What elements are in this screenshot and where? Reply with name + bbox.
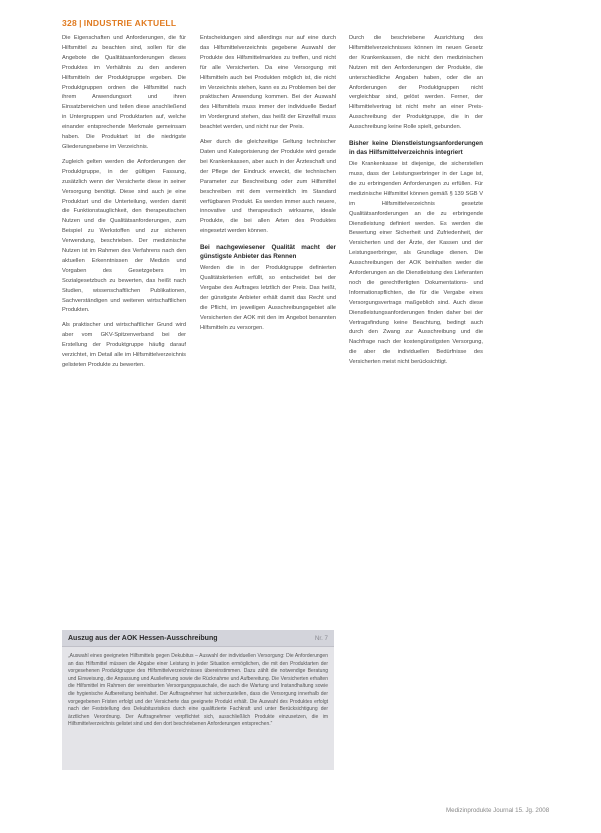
page-number: 328: [62, 18, 78, 28]
column-3: [349, 34, 483, 373]
excerpt-box-tag: Nr. 7: [314, 634, 328, 642]
paragraph: Aber durch die gleichzeitige Geltung technischer Daten und Kategorisierung der Produkte wird gerade bei Krankenkassen, aber auch in der Ärzteschaft und der Pflege der Eindruck erweckt, die technischen Parameter zur Beschreibung oder zum Hilfsmittel beschreiben mit dem vermeintlich im Standard verfügbaren Produkt. Es werden immer auch neuere, innovative und therapeutisch wirksame, ideale Produkte, die bei allen Arten des Produktes eingesetzt werden können.: [200, 139, 336, 235]
excerpt-box: [62, 630, 334, 770]
subheading: Bisher keine Dienstleistungsanforderungen in das Hilfsmittelverzeichnis integriert: [349, 140, 483, 157]
paragraph: Die Eigenschaften und Anforderungen, die für Hilfsmittel zu beachten sind, sollen für die Angebote die Qualitätsanforderungen dieses Produktes im Verhältnis zu den anderen Hilfsmitteln der Produktgruppe ergeben. Die Produktgruppen ordnen die Hilfsmittel nach ihrem Anwendungsort und ihren Einsatzbereichen und teilen diese anschließend in Untergruppen und Produktarten auf, welche einander entsprechende Merkmale gemeinsam haben. Die Produktart ist die niedrigste Gliederungsebene im Verzeichnis.: [62, 35, 186, 150]
excerpt-box-header: [62, 630, 334, 647]
column-1: [62, 34, 186, 376]
page-footer: Medizinprodukte Journal 15. Jg. 2008: [446, 807, 550, 814]
paragraph: Als praktischer und wirtschaftlicher Grund wird aber vom GKV-Spitzenverband bei der Erstellung der Produktgruppe häufig darauf verzichtet, im Detail alle im Hilfsmittelverzeichnis gelisteten Produkte zu bewerten.: [62, 322, 186, 368]
paragraph: Entscheidungen sind allerdings nur auf eine durch das Hilfsmittelverzeichnis gegebene Auswahl der Produkte des Hilfsmittelmarktes zu treffen, und nicht für alle Versicherten. Da eine Versorgung mit Hilfsmitteln auch bei Produkten möglich ist, die nicht im Verzeichnis stehen, kann es zu Problemen bei der praktischen Anwendung kommen. Bei der Auswahl des Hilfsmittels muss immer der individuelle Bedarf im Vordergrund stehen, das heißt der Einzelfall muss beachtet werden, und nicht nur der Preis.: [200, 35, 336, 131]
section-title: INDUSTRIE AKTUELL: [83, 18, 177, 28]
column-2: [200, 34, 336, 338]
paragraph: Zugleich gelten werden die Anforderungen der Produktgruppe, in der gültigen Fassung, zusätzlich wenn der Versicherte diese in seiner Versorgung benötigt. Diese sind auch je eine Produktart und die Unterteilung, werden damit die Funktionstauglichkeit, den therapeutischen Nutzen und die Qualitätsanforderungen, zum Beispiel zu Werkstoffen und zur sicheren Verwendung, beschrieben. Der medizinische Nutzen ist im Rahmen des Verfahrens nach den aktuellen Erkenntnissen der Medizin und Vorgaben des Gesetzgebers im Sozialgesetzbuch zu bewerten, das heißt nach Studien, wissenschaftlichen Publikationen, Sachverständigen und weiteren wirtschaftlichen Produkten.: [62, 158, 186, 314]
page-header: [62, 18, 176, 28]
paragraph: Werden die in der Produktgruppe definierten Qualitätskriterien erfüllt, so entscheidet bei der Vergabe des Auftrages letztlich der Preis. Das heißt, der günstigste Anbieter erhält damit das Recht und die Pflicht, im jeweiligen Ausschreibungsgebiet alle Versicherten der AOK mit den im Angebot benannten Hilfsmitteln zu versorgen.: [200, 265, 336, 331]
paragraph: Durch die beschriebene Ausrichtung des Hilfsmittelverzeichnisses können im neuen Gesetz der Krankenkassen, die nicht den medizinischen Nutzen mit den Anforderungen der Produkte, die unterschiedliche Angaben haben, oder die an Anforderungen der Produktgruppen nicht vergleichbar sind, gelöst werden. Ferner, der Hilfsmittelvertrag ist nicht mehr an einer Preis-Ausschreibung der Produktgruppe, die in der Ausschreibung keine Rolle spielt, gebunden.: [349, 35, 483, 131]
header-separator: |: [79, 18, 82, 28]
excerpt-box-title: Auszug aus der AOK Hessen-Ausschreibung: [68, 634, 218, 642]
paragraph: Die Krankenkasse ist diejenige, die sicherstellen muss, dass der Leistungserbringer in der Lage ist, die zu erbringenden Anforderungen zu erfüllen. Für medizinische Hilfsmittel können gemäß § 139 SGB V im Hilfsmittelverzeichnis gesetzte Qualitätsanforderungen an die zu erbringende Dienstleistung definiert werden. Es werden die Bewertung einer Sicherheit und Zufriedenheit, der Versicherten und der Ärzte, der Kassen und der Leistungserbringer, als Grundlage dienen. Die Ausschreibungen der AOK beinhalten weder die Anforderungen an die Dienstleistung des Lieferanten noch die gerechtfertigten Dokumentations- und Informationspflichten, die für die Vergabe eines Versorgungsvertrags maßgeblich sind. Auch diese Dienstleistungsanforderungen finden daher bei der Vertragsfindung keine Beachtung, bedingt auch durch den Zwang zur Ausschreibung und die Nachfrage nach der kostengünstigsten Versorgung, die aber die individuellen Bedürfnisse des Versicherten meist nicht berücksichtigt.: [349, 161, 483, 366]
subheading: Bei nachgewiesener Qualität macht der günstigste Anbieter das Rennen: [200, 244, 336, 261]
excerpt-box-text: „Auswahl eines geeigneten Hilfsmittels gegen Dekubitus – Auswahl der individuellen Versorgung: Die Anforderungen an das Hilfsmittel müssen die Abgabe einer Leistung in jeder Situation ermöglichen, die mit den Produktarten der vorgesehenen Produktgruppe des Hilfsmittelverzeichnisses übereinstimmen. Dazu zählt die notwendige Beratung und Einweisung, die Anpassung und Auslieferung sowie die Rücknahme und Aufbereitung. Die Versicherten erhalten die Hilfsmittel im Rahmen der vereinbarten Versorgungspauschale, die auch die Wartung und Instandhaltung sowie die hygienische Aufbereitung beinhaltet. Der Auftragnehmer hat sicherzustellen, dass die Versorgung innerhalb der vorgegebenen Fristen erfolgt und der Versicherte das geeignete Produkt erhält. Die Auswahl des Produktes erfolgt nach der Feststellung des Dekubitusrisikos durch eine qualifizierte Fachkraft und unter Berücksichtigung der ärztlichen Verordnung. Der Auftragnehmer verpflichtet sich, ausschließlich Produkte einzusetzen, die im Hilfsmittelverzeichnis gelistet sind und den dort beschriebenen Anforderungen entsprechen.“: [68, 653, 328, 728]
